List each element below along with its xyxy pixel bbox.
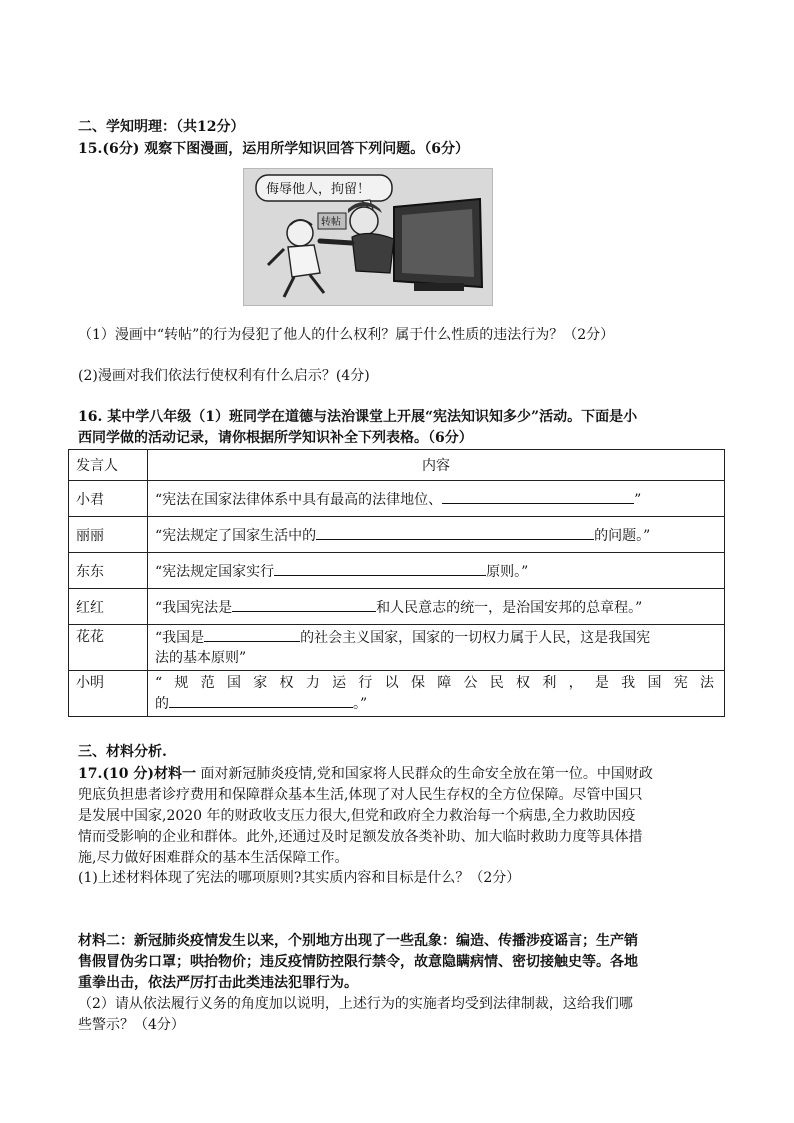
fill-blank[interactable] — [169, 693, 353, 708]
material-1-line: 是发展中国家,2020 年的财政收支压力很大,但党和政府全力救治每一个病患,全力救助因疫 — [78, 808, 636, 824]
content-text: 原则。” — [486, 563, 529, 580]
material-1-line: 情而受影响的企业和群体。此外,还通过及时足额发放各类补助、加大临时救助力度等具体措 — [78, 829, 643, 845]
speaker-name: 小明 — [69, 671, 148, 717]
q17-sub2-line: （2）请从依法履行义务的角度加以说明，上述行为的实施者均受到法律制裁，这给我们哪 — [78, 996, 633, 1012]
content-text: “宪法在国家法律体系中具有最高的法律地位、 — [155, 491, 443, 508]
speaker-name: 东东 — [69, 553, 148, 589]
q15-sub2: (2)漫画对我们依法行使权利有什么启示？(4分) — [78, 368, 370, 384]
table-row — [69, 589, 725, 625]
material-2-line: 重拳出击，依法严厉打击此类违法犯罪行为。 — [78, 975, 358, 991]
speech-text: 侮辱他人，拘留！ — [266, 182, 371, 197]
speaker-name: 红红 — [69, 589, 148, 625]
material-2 — [78, 931, 638, 994]
row-content — [148, 481, 725, 517]
content-text: 。” — [353, 696, 368, 712]
content-text: 的社会主义国家，国家的一切权力属于人民，这是我国宪 — [300, 630, 651, 646]
cartoon-drawing — [244, 169, 492, 305]
fill-blank[interactable] — [204, 627, 300, 642]
content-text: “宪法规定国家实行 — [155, 563, 275, 580]
material-1-line: 面对新冠肺炎疫情,党和国家将人民群众的生命安全放在第一位。中国财政 — [195, 766, 653, 782]
fill-blank[interactable] — [274, 561, 486, 576]
row-content — [148, 671, 725, 717]
material-1-line: 施,尽力做好困难群众的基本生活保障工作。 — [78, 850, 349, 866]
q17-sub1: (1)上述材料体现了宪法的哪项原则?其实质内容和目标是什么？（2分） — [78, 870, 521, 886]
section-3-heading: 三、材料分析. — [78, 744, 167, 760]
content-text: ” — [634, 491, 642, 508]
table-row — [69, 481, 725, 517]
cartoon-image — [243, 168, 493, 306]
table-row — [69, 517, 725, 553]
material-1-label: 17.(10 分)材料一 — [78, 766, 196, 782]
content-text: “宪法规定了国家生活中的 — [155, 527, 317, 544]
table-row — [69, 553, 725, 589]
content-text: 法的基本原则” — [155, 650, 247, 666]
row-content — [148, 517, 725, 553]
content-text: 的 — [155, 696, 169, 712]
table-row — [69, 671, 725, 717]
q15-sub1: （1）漫画中“转帖”的行为侵犯了他人的什么权利？属于什么性质的违法行为？（2分） — [78, 327, 615, 343]
q15-stem: 15.(6分) 观察下图漫画，运用所学知识回答下列问题。（6分） — [78, 141, 469, 157]
material-2-line: 售假冒伪劣口罩；哄抬物价；违反疫情防控限行禁令，故意隐瞒病情、密切接触史等。各地 — [78, 954, 638, 970]
q16-stem-line2: 西同学做的活动记录，请你根据所学知识补全下列表格。（6分） — [78, 430, 473, 446]
fill-blank[interactable] — [442, 489, 634, 504]
content-text: 的问题。” — [594, 527, 651, 544]
sign-text: 转帖 — [321, 217, 341, 228]
content-text: “规范国家权力运行以保障公民权利，是我国宪法 — [155, 675, 717, 691]
content-text: “我国宪法是 — [155, 599, 233, 616]
row-content — [148, 589, 725, 625]
table-row — [69, 625, 725, 671]
row-content — [148, 625, 725, 671]
fill-blank[interactable] — [232, 597, 376, 612]
q16-table — [68, 449, 725, 717]
material-1-line: 兜底负担患者诊疗费用和保障群众基本生活,体现了对人民生存权的全方位保障。尽管中国只 — [78, 787, 643, 803]
speaker-name: 小君 — [69, 481, 148, 517]
q17-sub2 — [78, 994, 633, 1036]
q16-stem-line1: 16. 某中学八年级（1）班同学在道德与法治课堂上开展“宪法知识知多少”活动。下面是小 — [78, 409, 638, 425]
fill-blank[interactable] — [316, 525, 594, 540]
speaker-name: 丽丽 — [69, 517, 148, 553]
table-header-row — [69, 450, 725, 481]
material-1 — [78, 764, 728, 869]
content-text: “我国是 — [155, 630, 205, 646]
row-content — [148, 553, 725, 589]
speaker-name: 花花 — [69, 625, 148, 671]
header-content: 内容 — [148, 450, 725, 481]
content-text: 和人民意志的统一，是治国安邦的总章程。” — [376, 599, 643, 616]
q17-sub2-line: 些警示？（4分） — [78, 1017, 185, 1033]
section-2-heading: 二、学知明理：（共12分） — [78, 119, 245, 135]
material-2-line: 材料二：新冠肺炎疫情发生以来，个别地方出现了一些乱象：编造、传播涉疫谣言；生产销 — [78, 933, 638, 949]
header-speaker: 发言人 — [69, 450, 148, 481]
